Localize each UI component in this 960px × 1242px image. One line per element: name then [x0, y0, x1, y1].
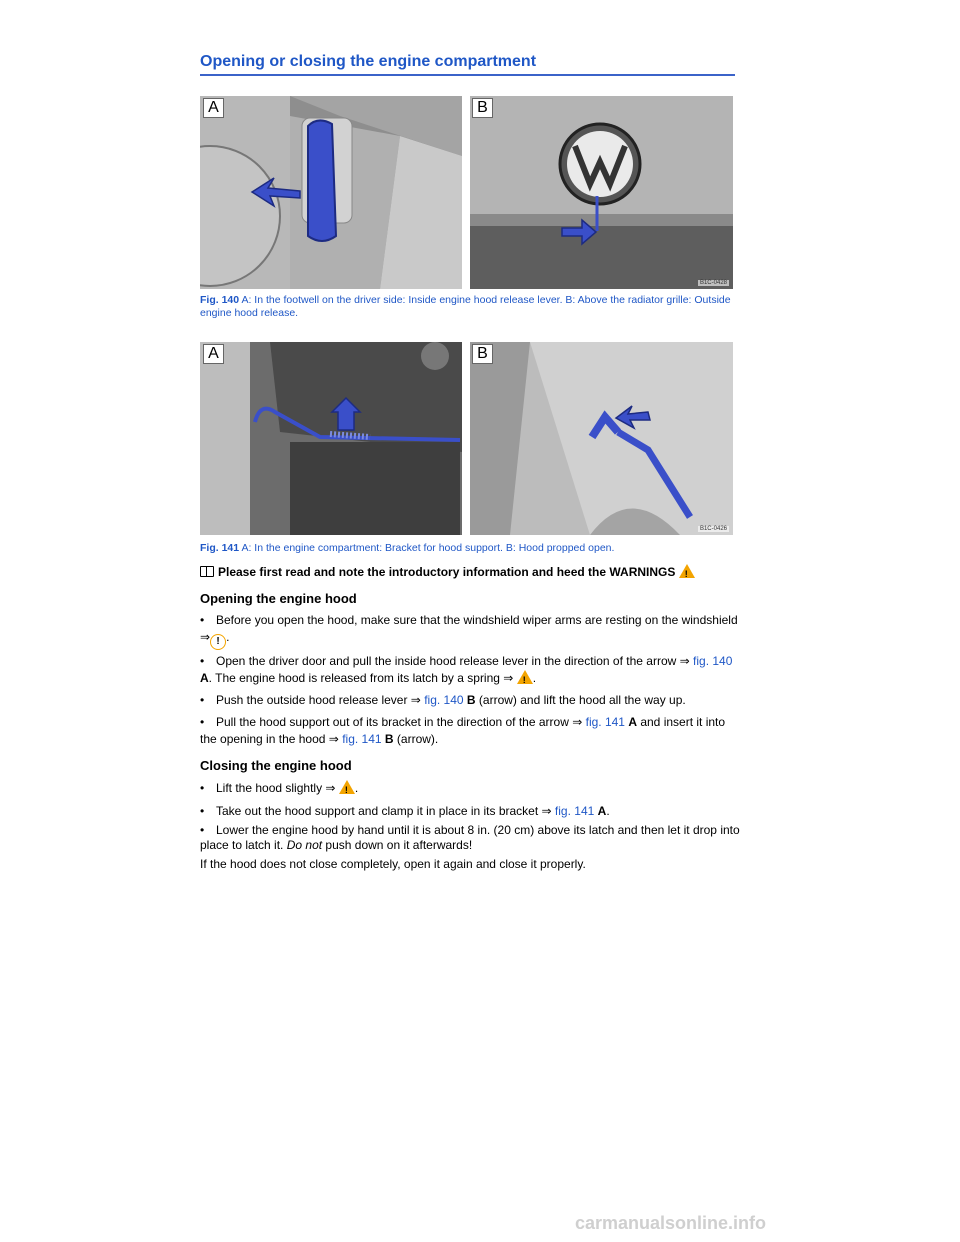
note-icon[interactable]: !	[210, 634, 226, 650]
caption-number: Fig. 140	[200, 294, 240, 306]
list-item: • Lower the engine hood by hand until it is about 8 in. (20 cm) above its latch and then let it drop into place to latch it. Do not push down on it afterwards!	[200, 823, 740, 852]
warning-icon[interactable]	[339, 780, 355, 794]
page-title: Opening or closing the engine compartment	[200, 53, 735, 76]
warning-icon[interactable]	[517, 670, 533, 684]
figure-140	[200, 96, 733, 289]
figure-code: B1C-0428	[699, 280, 727, 286]
caption-number: Fig. 141	[200, 542, 240, 554]
figure-140-panel-b	[470, 96, 733, 289]
list-item: • Before you open the hood, make sure that the windshield wiper arms are resting on the windshield ⇒ ! .	[200, 612, 740, 650]
panel-label-a: A	[203, 98, 224, 118]
panel-label-b: B	[472, 344, 493, 364]
book-icon	[200, 566, 214, 577]
fig-141-link[interactable]: fig. 141	[585, 715, 625, 729]
intro-note: Please first read and note the introductory information and heed the WARNINGS !	[200, 564, 740, 581]
final-paragraph: If the hood does not close completely, open it again and close it properly.	[200, 857, 586, 871]
list-item: • Open the driver door and pull the inside hood release lever in the direction of the arrow ⇒ fig. 140 A. The engine hood is released from its latch by a spring ⇒ ! .	[200, 653, 740, 687]
figure-141	[200, 342, 733, 535]
panel-label-a: A	[203, 344, 224, 364]
list-item: • Push the outside hood release lever ⇒ fig. 140 B (arrow) and lift the hood all the way up.	[200, 693, 686, 707]
figure-141-caption	[200, 542, 735, 555]
panel-label-b: B	[472, 98, 493, 118]
closing-heading: Closing the engine hood	[200, 758, 352, 773]
figure-141-panel-b	[470, 342, 733, 535]
figure-code: B1C-0426	[699, 526, 727, 532]
list-item: • Take out the hood support and clamp it in place in its bracket ⇒ fig. 141 A.	[200, 804, 610, 818]
list-item: • Pull the hood support out of its bracket in the direction of the arrow ⇒ fig. 141 A and insert it into the opening in the hood ⇒ fig. 141 B (arrow).	[200, 715, 726, 746]
opening-heading: Opening the engine hood	[200, 591, 357, 606]
figure-140-caption	[200, 294, 735, 320]
caption-text: A: In the footwell on the driver side: Inside engine hood release lever. B: Above the radiator grille: Outside engine hood release.	[200, 294, 731, 319]
figure-140-panel-a	[200, 96, 462, 289]
fig-140-link[interactable]: fig. 140	[693, 654, 733, 668]
fig-141-link[interactable]: fig. 141	[554, 804, 595, 818]
fig-140-link[interactable]: fig. 140	[424, 693, 464, 707]
list-item: • Lift the hood slightly ⇒ ! .	[200, 780, 740, 797]
caption-text: A: In the engine compartment: Bracket for hood support. B: Hood propped open.	[241, 542, 615, 554]
figure-141-panel-a	[200, 342, 462, 535]
watermark: carmanualsonline.info	[575, 1213, 767, 1233]
fig-141-link[interactable]: fig. 141	[342, 732, 382, 746]
warning-icon[interactable]	[679, 564, 695, 578]
